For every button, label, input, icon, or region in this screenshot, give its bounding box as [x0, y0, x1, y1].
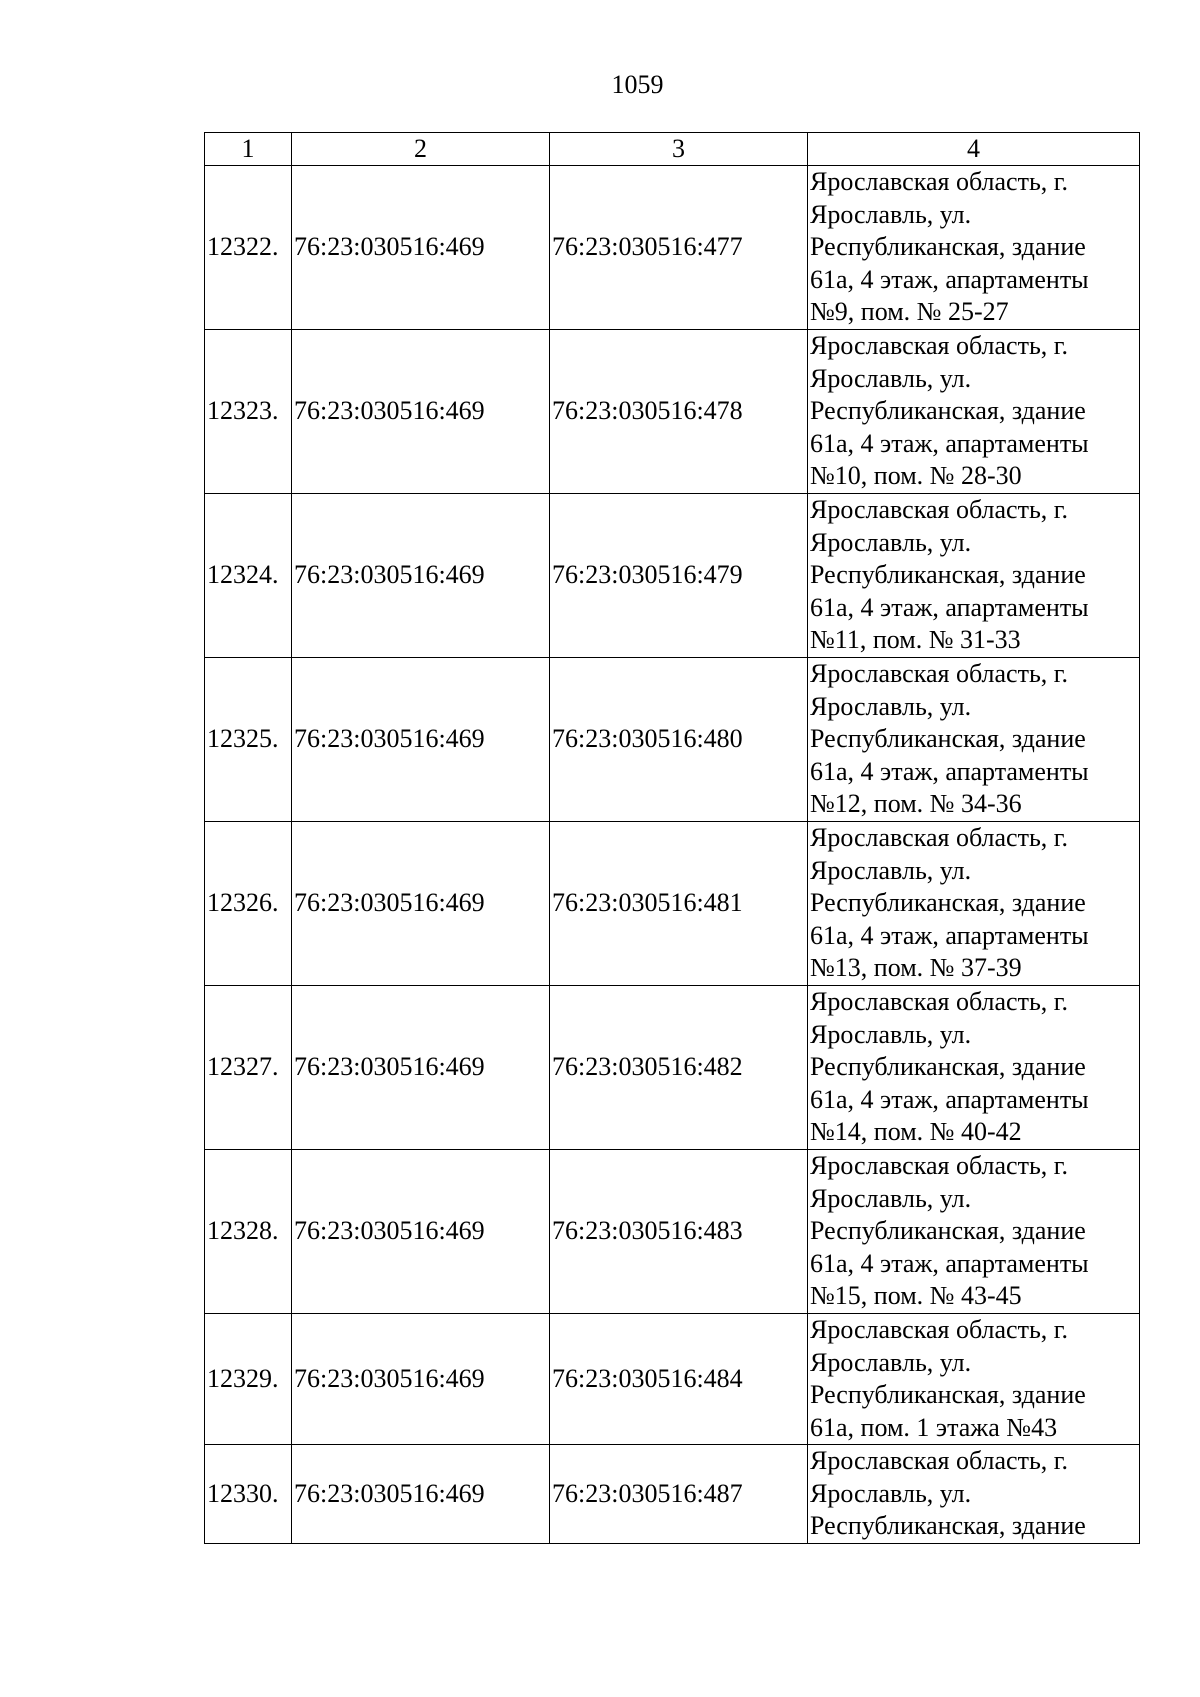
address-line: Республиканская, здание — [810, 232, 1086, 262]
cadastral-number: 76:23:030516:479 — [550, 494, 808, 658]
parent-cadastral-number: 76:23:030516:469 — [292, 166, 550, 330]
address-line: Ярославская область, г. — [810, 987, 1069, 1017]
page-number: 1059 — [611, 70, 664, 99]
address-cell — [808, 494, 1140, 658]
address-line: Республиканская, здание — [810, 1380, 1086, 1409]
address-line: №15, пом. № 43-45 — [810, 1281, 1022, 1311]
address-line: Ярославль, ул. — [810, 527, 972, 557]
row-number: 12326. — [205, 822, 292, 986]
cadastral-number: 76:23:030516:481 — [550, 822, 808, 986]
header-col-1: 1 — [205, 133, 292, 166]
address-line: Ярославль, ул. — [810, 1478, 972, 1508]
address-line: Ярославская область, г. — [810, 823, 1069, 853]
row-number: 12322. — [205, 166, 292, 330]
table-row — [205, 1445, 1140, 1544]
parent-cadastral-number: 76:23:030516:469 — [292, 330, 550, 494]
parent-cadastral-number: 76:23:030516:469 — [292, 494, 550, 658]
address-line: Ярославль, ул. — [810, 855, 972, 885]
address-line: Ярославль, ул. — [810, 199, 972, 229]
address-line: Республиканская, здание — [810, 396, 1086, 426]
table-row — [205, 986, 1140, 1150]
row-number: 12324. — [205, 494, 292, 658]
address-line: №9, пом. № 25-27 — [810, 297, 1009, 327]
address-line: Республиканская, здание — [810, 1511, 1086, 1540]
row-number: 12329. — [205, 1314, 292, 1445]
address-line: Ярославская область, г. — [810, 495, 1069, 525]
table-row — [205, 1150, 1140, 1314]
address-line: Ярославская область, г. — [810, 659, 1069, 689]
address-line: 61а, 4 этаж, апартаменты — [810, 1084, 1089, 1114]
address-cell — [808, 822, 1140, 986]
address-line: 61а, 4 этаж, апартаменты — [810, 592, 1089, 622]
address-cell — [808, 330, 1140, 494]
address-line: Республиканская, здание — [810, 888, 1086, 918]
header-col-3: 3 — [550, 133, 808, 166]
cadastral-number: 76:23:030516:482 — [550, 986, 808, 1150]
address-line: Ярославская область, г. — [810, 1151, 1069, 1181]
parent-cadastral-number: 76:23:030516:469 — [292, 658, 550, 822]
address-line: Ярославль, ул. — [810, 363, 972, 393]
address-cell — [808, 166, 1140, 330]
address-line: Республиканская, здание — [810, 1216, 1086, 1246]
address-line: Ярославль, ул. — [810, 1019, 972, 1049]
parent-cadastral-number: 76:23:030516:469 — [292, 1314, 550, 1445]
row-number: 12325. — [205, 658, 292, 822]
address-line: Ярославль, ул. — [810, 691, 972, 721]
table-row — [205, 166, 1140, 330]
address-line: Ярославль, ул. — [810, 1183, 972, 1213]
row-number: 12323. — [205, 330, 292, 494]
address-line: 61а, 4 этаж, апартаменты — [810, 264, 1089, 294]
row-number: 12330. — [205, 1445, 292, 1544]
cadastral-number: 76:23:030516:483 — [550, 1150, 808, 1314]
address-line: №14, пом. № 40-42 — [810, 1117, 1022, 1147]
table-row — [205, 330, 1140, 494]
address-line: №12, пом. № 34-36 — [810, 789, 1022, 819]
row-number: 12328. — [205, 1150, 292, 1314]
cadastral-number: 76:23:030516:480 — [550, 658, 808, 822]
cadastral-number: 76:23:030516:478 — [550, 330, 808, 494]
address-line: №10, пом. № 28-30 — [810, 461, 1022, 491]
address-line: 61а, пом. 1 этажа №43 — [810, 1412, 1058, 1442]
address-line: Ярославская область, г. — [810, 1446, 1069, 1475]
address-line: Республиканская, здание — [810, 560, 1086, 590]
address-cell — [808, 1314, 1140, 1445]
header-col-2: 2 — [292, 133, 550, 166]
address-line: 61а, 4 этаж, апартаменты — [810, 920, 1089, 950]
address-line: Республиканская, здание — [810, 1052, 1086, 1082]
registry-table — [204, 132, 1140, 1544]
row-number: 12327. — [205, 986, 292, 1150]
table-row — [205, 658, 1140, 822]
parent-cadastral-number: 76:23:030516:469 — [292, 986, 550, 1150]
address-line: Ярославская область, г. — [810, 1315, 1069, 1344]
table-header-row — [205, 133, 1140, 166]
cadastral-number: 76:23:030516:477 — [550, 166, 808, 330]
address-line: Ярославская область, г. — [810, 167, 1069, 197]
address-line: 61а, 4 этаж, апартаменты — [810, 756, 1089, 786]
address-line: Республиканская, здание — [810, 724, 1086, 754]
cadastral-number: 76:23:030516:487 — [550, 1445, 808, 1544]
address-line: Ярославль, ул. — [810, 1347, 972, 1377]
address-line: Ярославская область, г. — [810, 331, 1069, 361]
address-cell — [808, 658, 1140, 822]
parent-cadastral-number: 76:23:030516:469 — [292, 1150, 550, 1314]
address-cell — [808, 986, 1140, 1150]
parent-cadastral-number: 76:23:030516:469 — [292, 1445, 550, 1544]
address-line: 61а, 4 этаж, апартаменты — [810, 1248, 1089, 1278]
address-line: 61а, 4 этаж, апартаменты — [810, 428, 1089, 458]
table-row — [205, 822, 1140, 986]
address-cell — [808, 1445, 1140, 1544]
header-col-4: 4 — [808, 133, 1140, 166]
parent-cadastral-number: 76:23:030516:469 — [292, 822, 550, 986]
address-cell — [808, 1150, 1140, 1314]
cadastral-number: 76:23:030516:484 — [550, 1314, 808, 1445]
address-line: №13, пом. № 37-39 — [810, 953, 1022, 983]
address-line: №11, пом. № 31-33 — [810, 625, 1021, 655]
table-row — [205, 494, 1140, 658]
table-row — [205, 1314, 1140, 1445]
